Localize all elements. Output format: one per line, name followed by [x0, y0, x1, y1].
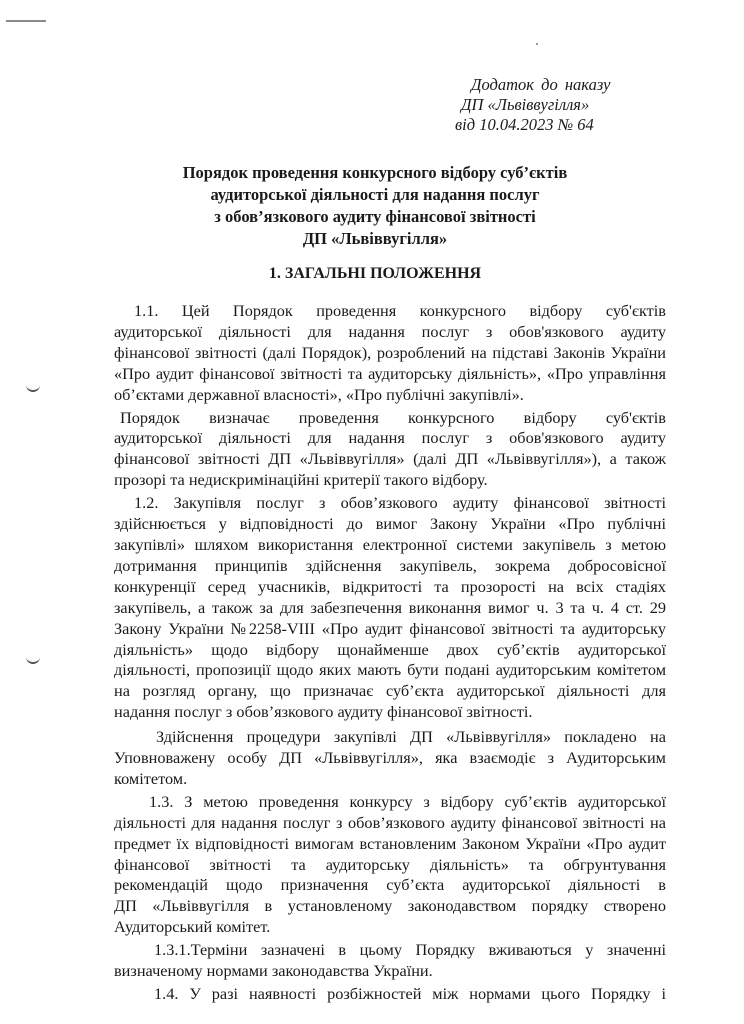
- text-line: Закону України №2258-VIII «Про аудит фінансової звітності та аудиторську: [114, 618, 666, 638]
- scan-artifact-dot: [536, 43, 538, 45]
- text-line: діяльності, пропозиції щодо яких мають бути подані аудиторським комітетом: [114, 660, 666, 680]
- text-line: 1.3.1.Терміни зазначені в цьому Порядку вживаються у значенні: [154, 940, 666, 960]
- paragraph-1-4: [118, 984, 666, 1005]
- scan-artifact-line: [6, 20, 46, 22]
- text-line: Уповноважену особу ДП «Львіввугілля», яка взаємодіє з Аудиторським: [114, 748, 666, 768]
- title-line: з обов’язкового аудиту фінансової звітності: [214, 207, 536, 226]
- appendix-reference: [455, 75, 655, 135]
- text-line: аудиторської діяльності для надання послуг з обов'язкового аудиту: [114, 428, 666, 448]
- section-heading: 1. ЗАГАЛЬНІ ПОЛОЖЕННЯ: [268, 265, 482, 282]
- text-line: діяльність» щодо відбору щонайменше двох суб’єктів аудиторської: [114, 639, 666, 659]
- text-line: визначеному нормами законодавства України.: [114, 961, 433, 981]
- text-line: 1.4. У разі наявності розбіжностей між нормами цього Порядку і: [154, 984, 666, 1003]
- title-line: Порядок проведення конкурсного відбору суб’єктів: [182, 163, 568, 182]
- text-line: прозорі та недискримінаційні критерії такого відбору.: [114, 470, 488, 490]
- text-line: Здійснення процедури закупівлі ДП «Львіввугілля» покладено на: [156, 727, 666, 747]
- appendix-line: ДП «Львіввугілля»: [461, 95, 590, 114]
- text-line: надання послуг з обов’язкового аудиту фінансової звітності.: [114, 702, 533, 722]
- text-line: закупівель, а також за для забезпечення виконання вимог ч. 3 та ч. 4 ст. 29: [114, 597, 666, 617]
- text-line: 1.2. Закупівля послуг з обов’язкового аудиту фінансової звітності: [134, 493, 666, 513]
- text-line: здійснюється у відповідності до вимог Закону України «Про публічні: [114, 514, 666, 534]
- document-body: [114, 301, 666, 1005]
- text-line: закупівлі» шляхом використання електронної системи закупівель з метою: [114, 534, 666, 554]
- text-line: дотримання принципів здійснення закупівель, зокрема добросовісної: [114, 555, 666, 575]
- title-line: ДП «Львіввугілля»: [302, 229, 448, 248]
- text-line: об’єктами державної власності», «Про публічні закупівлі».: [114, 384, 524, 404]
- text-line: 1.1. Цей Порядок проведення конкурсного відбору суб'єктів: [134, 301, 666, 320]
- paragraph-1-1: [114, 301, 666, 406]
- punch-hole-mark: [26, 384, 40, 392]
- paragraph-1-3: [114, 791, 666, 938]
- text-line: предмет їх відповідності вимогам встановленим Законом України «Про аудит: [114, 833, 666, 853]
- text-line: комітетом.: [114, 768, 188, 788]
- paragraph-1-2-continued: [114, 727, 666, 790]
- text-line: діяльності для надання послуг з обов’язкового аудиту фінансової звітності на: [114, 812, 666, 832]
- text-line: конкуренції серед учасників, відкритості та прозорості на всіх стадіях: [114, 576, 666, 596]
- text-line: Аудиторський комітет.: [114, 917, 271, 937]
- paragraph-1-3-1: [114, 940, 666, 982]
- text-line: аудиторської діяльності для надання послуг з обов'язкового аудиту: [114, 321, 666, 341]
- text-line: фінансової звітності ДП «Львіввугілля» (далі ДП «Львіввугілля»), а також: [114, 449, 666, 469]
- paragraph-1-1-continued: [114, 407, 666, 492]
- text-line: рекомендацій щодо призначення суб’єкта аудиторської діяльності в: [114, 875, 666, 895]
- text-line: фінансової звітності (далі Порядок), розроблений на підставі Законів України: [114, 342, 666, 362]
- appendix-line: від 10.04.2023 № 64: [455, 115, 594, 134]
- punch-hole-mark: [26, 656, 40, 664]
- document-title: [90, 162, 660, 250]
- text-line: Порядок визначає проведення конкурсного відбору суб'єктів: [120, 407, 666, 427]
- paragraph-1-2: [114, 493, 666, 723]
- appendix-line: Додаток до наказу: [471, 75, 611, 94]
- text-line: 1.3. З метою проведення конкурсу з відбору суб’єктів аудиторської: [149, 791, 666, 811]
- text-line: фінансової звітності та аудиторську діяльність» та обгрунтування: [114, 854, 666, 874]
- text-line: на розгляд органу, що призначає суб’єкта аудиторської діяльності для: [114, 681, 666, 701]
- text-line: «Про аудит фінансової звітності та аудиторську діяльність», «Про управління: [114, 363, 666, 383]
- title-line: аудиторської діяльності для надання послуг: [210, 185, 540, 204]
- text-line: ДП «Львіввугілля в установленому законодавством порядку створено: [114, 896, 666, 916]
